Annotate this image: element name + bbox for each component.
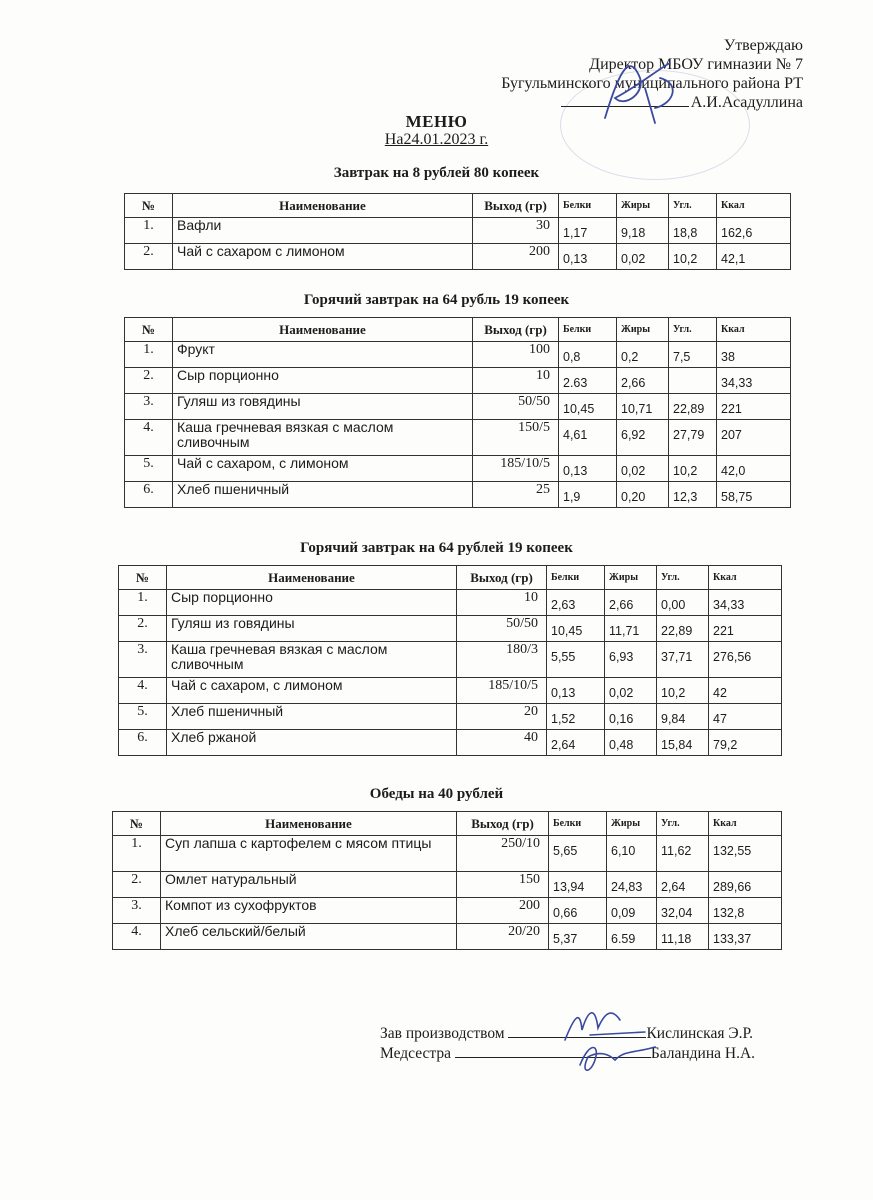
cell-name: Гуляш из говядины	[173, 394, 473, 420]
cell-kcal: 42,0	[717, 456, 791, 482]
cell-name: Хлеб пшеничный	[173, 482, 473, 508]
production-label: Зав производством	[380, 1025, 505, 1042]
section-title-hot-breakfast-2: Горячий завтрак на 64 рублей 19 копеек	[300, 540, 573, 556]
page-title: МЕНЮ	[405, 112, 468, 131]
nurse-name: Баландина Н.А.	[650, 1045, 756, 1062]
menu-table-hot-breakfast-1	[124, 317, 791, 508]
cell-num: 4.	[119, 678, 167, 704]
cell-kcal: 132,8	[709, 898, 782, 924]
header-kcal: Ккал	[709, 812, 782, 836]
cell-out: 10	[457, 590, 547, 616]
cell-carb: 27,79	[669, 420, 717, 456]
cell-prot: 5,65	[549, 836, 607, 872]
menu-date-text: На24.01.2023 г.	[384, 131, 489, 148]
cell-prot: 2.63	[559, 368, 617, 394]
cell-carb: 11,62	[657, 836, 709, 872]
cell-num: 4.	[125, 420, 173, 456]
section-title-hot-breakfast-1: Горячий завтрак на 64 рубль 19 копеек	[303, 292, 570, 308]
header-carb: Угл.	[669, 318, 717, 342]
cell-num: 6.	[119, 730, 167, 756]
cell-name: Суп лапша с картофелем с мясом птицы	[161, 836, 457, 872]
cell-prot: 2,64	[547, 730, 605, 756]
header-prot: Белки	[547, 566, 605, 590]
table-row	[125, 482, 791, 508]
header-num: №	[125, 318, 173, 342]
cell-prot: 5,37	[549, 924, 607, 950]
cell-kcal: 34,33	[709, 590, 782, 616]
table-row	[113, 924, 782, 950]
header-carb: Угл.	[657, 812, 709, 836]
table-row	[113, 872, 782, 898]
cell-kcal: 207	[717, 420, 791, 456]
cell-kcal: 47	[709, 704, 782, 730]
header-out: Выход (гр)	[457, 566, 547, 590]
cell-carb: 10,2	[669, 244, 717, 270]
cell-kcal: 133,37	[709, 924, 782, 950]
cell-num: 3.	[119, 642, 167, 678]
cell-carb: 12,3	[669, 482, 717, 508]
cell-prot: 5,55	[547, 642, 605, 678]
cell-out: 50/50	[457, 616, 547, 642]
table-row	[119, 590, 782, 616]
cell-num: 2.	[125, 244, 173, 270]
cell-prot: 0,8	[559, 342, 617, 368]
cell-num: 2.	[125, 368, 173, 394]
cell-fat: 6.59	[607, 924, 657, 950]
cell-out: 50/50	[473, 394, 559, 420]
menu-date	[0, 131, 873, 149]
cell-out: 30	[473, 218, 559, 244]
cell-name: Омлет натуральный	[161, 872, 457, 898]
cell-kcal: 162,6	[717, 218, 791, 244]
cell-prot: 10,45	[547, 616, 605, 642]
cell-carb: 37,71	[657, 642, 709, 678]
cell-out: 10	[473, 368, 559, 394]
cell-carb: 18,8	[669, 218, 717, 244]
header-prot: Белки	[549, 812, 607, 836]
cell-fat: 0,02	[617, 456, 669, 482]
cell-name: Каша гречневая вязкая с маслом сливочным	[167, 642, 457, 678]
cell-fat: 6,92	[617, 420, 669, 456]
cell-name: Каша гречневая вязкая с маслом сливочным	[173, 420, 473, 456]
approval-line-1: Утверждаю	[723, 37, 803, 54]
cell-name: Хлеб сельский/белый	[161, 924, 457, 950]
header-fat: Жиры	[607, 812, 657, 836]
section-title-breakfast: Завтрак на 8 рублей 80 копеек	[333, 165, 540, 181]
cell-prot: 0,66	[549, 898, 607, 924]
cell-kcal: 42,1	[717, 244, 791, 270]
table-row	[125, 342, 791, 368]
production-name: Кислинская Э.Р.	[646, 1025, 754, 1042]
cell-carb: 22,89	[657, 616, 709, 642]
cell-num: 3.	[125, 394, 173, 420]
cell-carb: 22,89	[669, 394, 717, 420]
header-out: Выход (гр)	[457, 812, 549, 836]
header-num: №	[125, 194, 173, 218]
cell-fat: 10,71	[617, 394, 669, 420]
cell-fat: 0,02	[617, 244, 669, 270]
cell-num: 1.	[125, 342, 173, 368]
table-row	[119, 678, 782, 704]
section-title-lunch: Обеды на 40 рублей	[369, 786, 504, 802]
cell-kcal: 276,56	[709, 642, 782, 678]
cell-out: 40	[457, 730, 547, 756]
cell-fat: 2,66	[617, 368, 669, 394]
cell-prot: 13,94	[549, 872, 607, 898]
cell-kcal: 79,2	[709, 730, 782, 756]
cell-prot: 10,45	[559, 394, 617, 420]
cell-kcal: 221	[717, 394, 791, 420]
cell-name: Сыр порционно	[167, 590, 457, 616]
cell-name: Чай с сахаром с лимоном	[173, 244, 473, 270]
cell-num: 2.	[119, 616, 167, 642]
header-name: Наименование	[167, 566, 457, 590]
cell-prot: 0,13	[559, 456, 617, 482]
header-prot: Белки	[559, 194, 617, 218]
cell-fat: 0,20	[617, 482, 669, 508]
cell-out: 200	[473, 244, 559, 270]
header-kcal: Ккал	[709, 566, 782, 590]
cell-fat: 11,71	[605, 616, 657, 642]
cell-out: 250/10	[457, 836, 549, 872]
table-row	[125, 218, 791, 244]
cell-carb	[669, 368, 717, 394]
table-row	[125, 244, 791, 270]
cell-fat: 6,10	[607, 836, 657, 872]
approval-line-4: А.И.Асадуллина	[690, 94, 803, 111]
cell-out: 185/10/5	[473, 456, 559, 482]
cell-carb: 0,00	[657, 590, 709, 616]
header-name: Наименование	[173, 194, 473, 218]
cell-fat: 0,16	[605, 704, 657, 730]
cell-name: Компот из сухофруктов	[161, 898, 457, 924]
header-prot: Белки	[559, 318, 617, 342]
cell-out: 150	[457, 872, 549, 898]
cell-out: 100	[473, 342, 559, 368]
table-row	[119, 616, 782, 642]
header-fat: Жиры	[605, 566, 657, 590]
cell-num: 5.	[119, 704, 167, 730]
cell-carb: 10,2	[669, 456, 717, 482]
cell-fat: 9,18	[617, 218, 669, 244]
header-carb: Угл.	[669, 194, 717, 218]
cell-num: 1.	[125, 218, 173, 244]
cell-kcal: 58,75	[717, 482, 791, 508]
cell-fat: 24,83	[607, 872, 657, 898]
cell-carb: 2,64	[657, 872, 709, 898]
menu-table-breakfast	[124, 193, 791, 270]
cell-name: Сыр порционно	[173, 368, 473, 394]
cell-name: Чай с сахаром, с лимоном	[173, 456, 473, 482]
cell-out: 150/5	[473, 420, 559, 456]
cell-prot: 0,13	[547, 678, 605, 704]
cell-num: 5.	[125, 456, 173, 482]
nurse-label: Медсестра	[380, 1045, 451, 1062]
cell-prot: 0,13	[559, 244, 617, 270]
cell-name: Фрукт	[173, 342, 473, 368]
cell-fat: 0,02	[605, 678, 657, 704]
cell-prot: 1,17	[559, 218, 617, 244]
cell-fat: 0,48	[605, 730, 657, 756]
table-row	[119, 730, 782, 756]
cell-out: 180/3	[457, 642, 547, 678]
header-kcal: Ккал	[717, 194, 791, 218]
cell-name: Вафли	[173, 218, 473, 244]
header-kcal: Ккал	[717, 318, 791, 342]
header-carb: Угл.	[657, 566, 709, 590]
cell-out: 20	[457, 704, 547, 730]
cell-carb: 10,2	[657, 678, 709, 704]
cell-kcal: 34,33	[717, 368, 791, 394]
header-num: №	[119, 566, 167, 590]
cell-kcal: 38	[717, 342, 791, 368]
cell-name: Чай с сахаром, с лимоном	[167, 678, 457, 704]
cell-prot: 1,52	[547, 704, 605, 730]
table-row	[119, 704, 782, 730]
table-row	[113, 898, 782, 924]
cell-num: 4.	[113, 924, 161, 950]
header-name: Наименование	[173, 318, 473, 342]
table-row	[125, 368, 791, 394]
cell-num: 6.	[125, 482, 173, 508]
cell-carb: 32,04	[657, 898, 709, 924]
cell-num: 1.	[113, 836, 161, 872]
cell-num: 3.	[113, 898, 161, 924]
header-out: Выход (гр)	[473, 194, 559, 218]
cell-out: 25	[473, 482, 559, 508]
approval-line-2: Директор МБОУ гимназии № 7	[589, 56, 803, 73]
header-out: Выход (гр)	[473, 318, 559, 342]
cell-prot: 4,61	[559, 420, 617, 456]
cell-name: Хлеб пшеничный	[167, 704, 457, 730]
table-row	[119, 642, 782, 678]
cell-fat: 6,93	[605, 642, 657, 678]
menu-table-hot-breakfast-2	[118, 565, 782, 756]
cell-prot: 1,9	[559, 482, 617, 508]
cell-carb: 15,84	[657, 730, 709, 756]
cell-name: Хлеб ржаной	[167, 730, 457, 756]
cell-name: Гуляш из говядины	[167, 616, 457, 642]
menu-table-lunch	[112, 811, 782, 950]
table-row	[113, 836, 782, 872]
cell-carb: 7,5	[669, 342, 717, 368]
cell-out: 200	[457, 898, 549, 924]
cell-kcal: 289,66	[709, 872, 782, 898]
header-fat: Жиры	[617, 318, 669, 342]
cell-out: 20/20	[457, 924, 549, 950]
cell-fat: 0,09	[607, 898, 657, 924]
header-fat: Жиры	[617, 194, 669, 218]
cell-prot: 2,63	[547, 590, 605, 616]
table-row	[125, 456, 791, 482]
cell-num: 1.	[119, 590, 167, 616]
nurse-signature	[560, 1035, 670, 1080]
cell-carb: 9,84	[657, 704, 709, 730]
table-row	[125, 394, 791, 420]
cell-kcal: 221	[709, 616, 782, 642]
header-num: №	[113, 812, 161, 836]
approval-line-3: Бугульминского муниципального района РТ	[501, 75, 803, 92]
cell-out: 185/10/5	[457, 678, 547, 704]
cell-carb: 11,18	[657, 924, 709, 950]
cell-num: 2.	[113, 872, 161, 898]
header-name: Наименование	[161, 812, 457, 836]
table-row	[125, 420, 791, 456]
cell-kcal: 42	[709, 678, 782, 704]
cell-kcal: 132,55	[709, 836, 782, 872]
cell-fat: 0,2	[617, 342, 669, 368]
cell-fat: 2,66	[605, 590, 657, 616]
